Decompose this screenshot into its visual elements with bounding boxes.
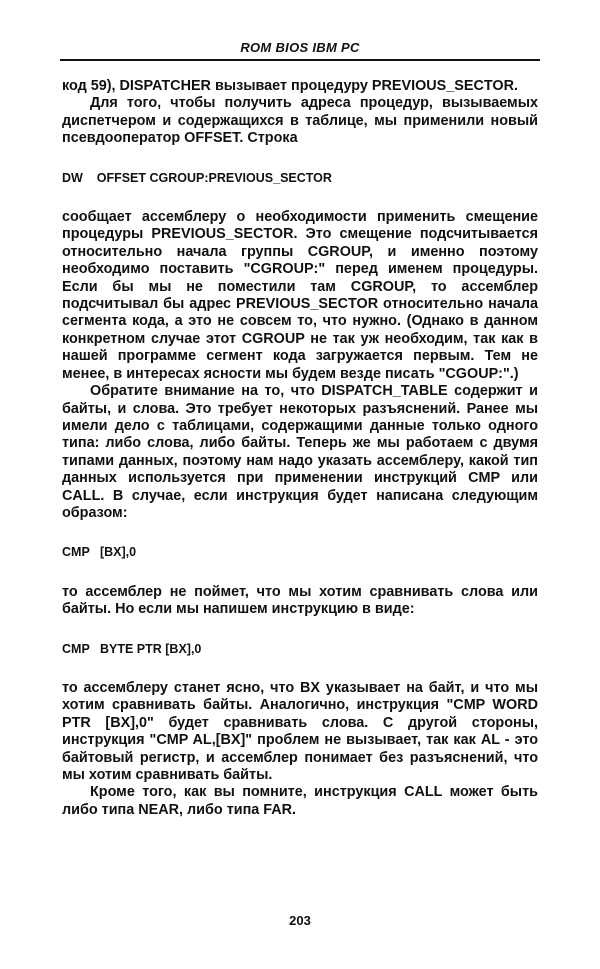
code-line-dw-offset: DW OFFSET CGROUP:PREVIOUS_SECTOR — [62, 170, 332, 185]
body-text — [62, 78, 538, 819]
paragraph-ambiguity: то ассемблер не поймет, что мы хотим сравнивать слова или байты. Но если мы напишем инструкцию в виде: — [62, 583, 538, 618]
paragraph-offset-intro: Для того, чтобы получить адреса процедур, вызываемых диспетчером и содержащихся в таблице, мы применили новый псевдооператор OFFSET. Строка — [62, 95, 538, 147]
code-line-cmp: CMP [BX],0 — [62, 545, 137, 560]
paragraph-byte-comparison: то ассемблеру станет ясно, что BX указывает на байт, и что мы хотим сравнивать байты. Аналогично, инструкция "CMP WORD PTR [BX],0" будет сравнивать слова. С другой стороны, инструкция "CMP AL,[BX]" проблем не вызывает, так как AL - это байтовый регистр, и ассемблер понимает без разъяснений, что мы хотим сравнивать байты. — [62, 679, 538, 783]
paragraph-continuation: код 59), DISPATCHER вызывает процедуру PREVIOUS_SECTOR. — [62, 78, 518, 94]
paragraph-dispatch-table: Обратите внимание на то, что DISPATCH_TABLE содержит и байты, и слова. Это требует некоторых разъяснений. Ранее мы имели дело с таблицами, содержащими данные только одного типа: либо слова, либо байты. Теперь же мы работаем с двумя типами данных, поэтому нам надо указать ассемблеру, какой тип данных используется при применении инструкций CMP или CALL. В случае, если инструкция будет написана следующим образом: — [62, 383, 538, 521]
page-number: 203 — [289, 913, 311, 928]
code-line-cmp-byte-ptr: CMP BYTE PTR [BX],0 — [62, 641, 202, 656]
paragraph-cgroup-explanation: сообщает ассемблеру о необходимости применить смещение процедуры PREVIOUS_SECTOR. Это смещение подсчитывается относительно начала группы CGROUP, и именно поэтому необходимо поставить "CGROUP:" перед именем процедуры. Если бы мы не поместили там CGROUP, то ассемблер подсчитывал бы адрес PREVIOUS_SECTOR относительно начала сегмента кода, а это не совсем то, что нужно. (Однако в данном конкретном случае этот CGROUP не так уж необходим, так как в нашей программе сегмент кода загружается первым. Тем не менее, в интересах ясности мы будем везде писать "CGOUP:".) — [62, 209, 538, 382]
running-head: ROM BIOS IBM PC — [240, 40, 360, 55]
paragraph-call-types: Кроме того, как вы помните, инструкция CALL может быть либо типа NEAR, либо типа FAR. — [62, 784, 538, 818]
header-rule — [60, 59, 540, 61]
